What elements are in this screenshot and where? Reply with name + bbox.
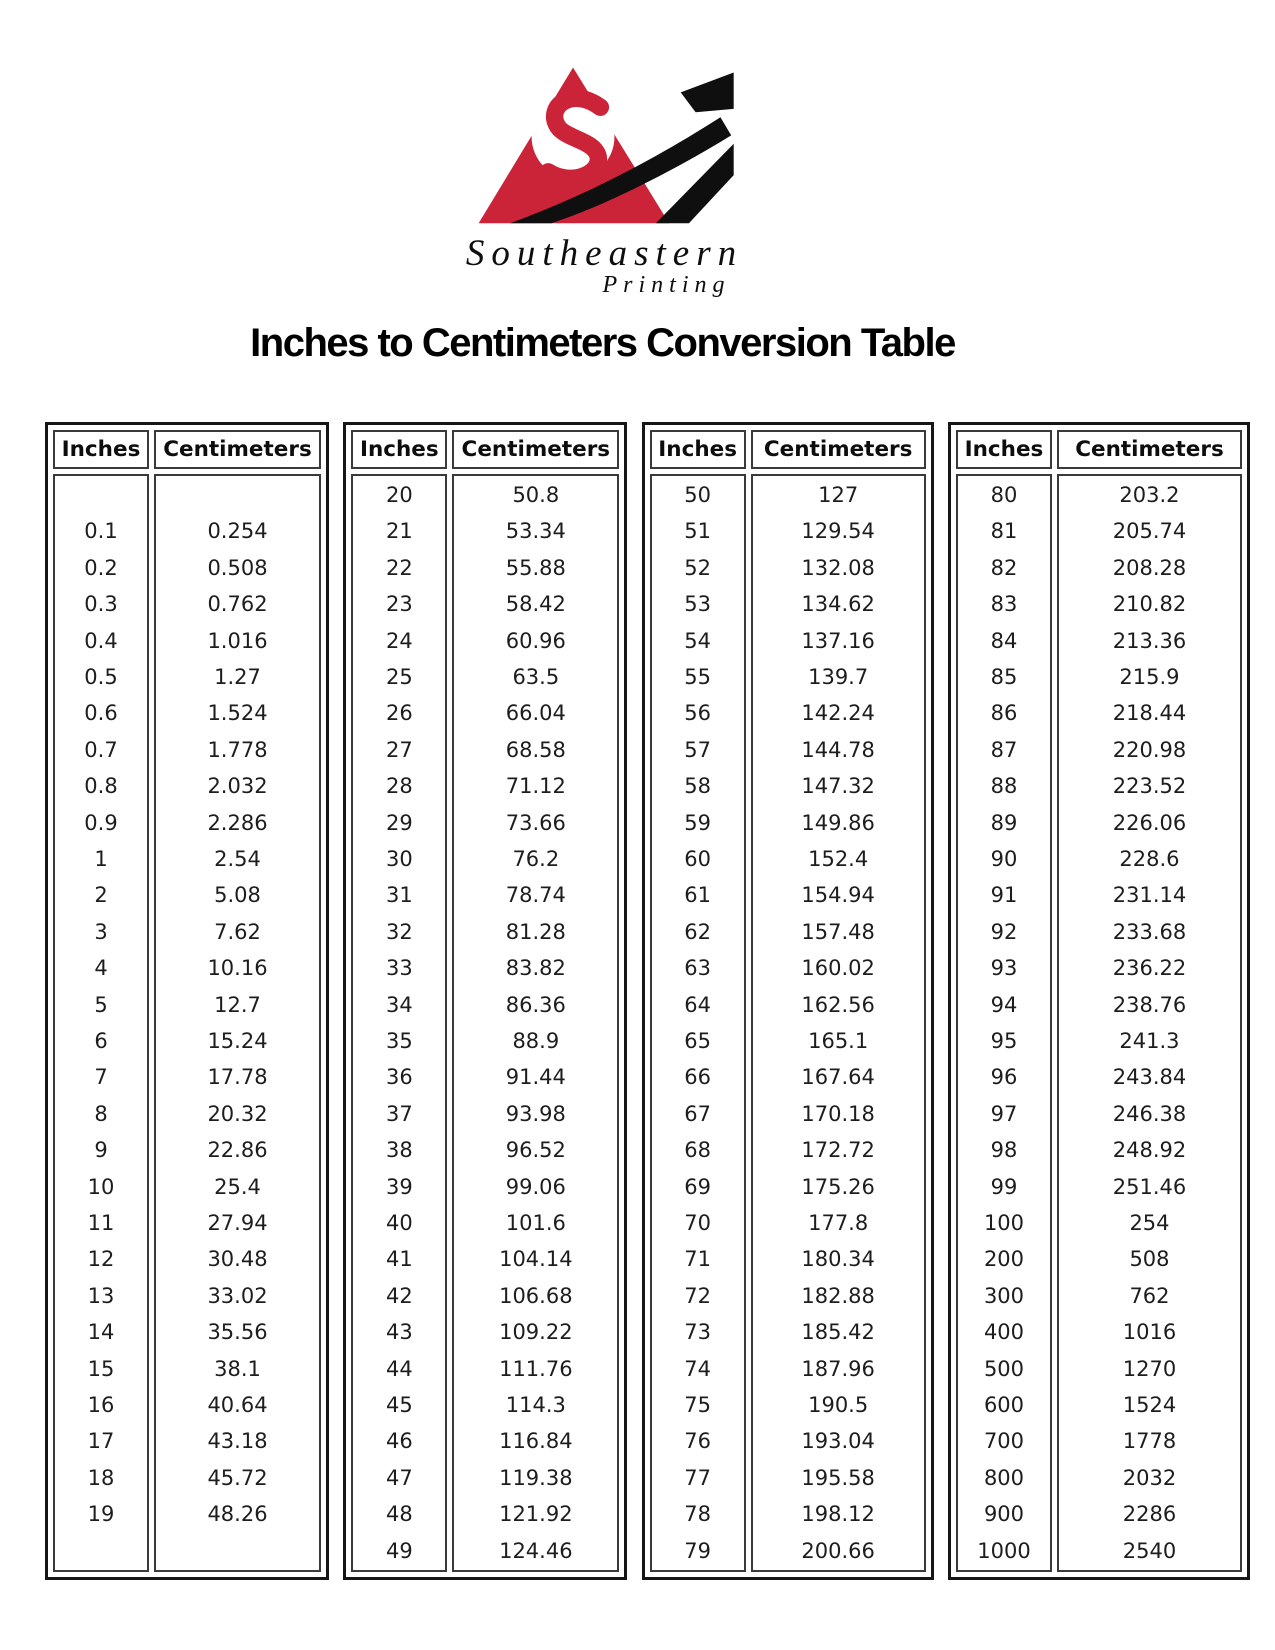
centimeters-value: 1.27 xyxy=(214,664,261,689)
centimeters-value: 50.8 xyxy=(512,482,560,507)
inches-value: 71 xyxy=(684,1247,712,1272)
centimeters-value: 149.86 xyxy=(801,810,875,835)
centimeters-value: 175.26 xyxy=(801,1174,875,1199)
inches-value: 92 xyxy=(990,919,1018,944)
centimeters-header: Centimeters xyxy=(154,430,321,469)
inches-value: 20 xyxy=(385,482,413,507)
centimeters-value: 762 xyxy=(1129,1283,1170,1308)
company-logo xyxy=(0,0,1242,299)
inches-value: 25 xyxy=(385,664,413,689)
inches-value: 42 xyxy=(385,1283,413,1308)
centimeters-value: 99.06 xyxy=(505,1174,566,1199)
centimeters-value: 132.08 xyxy=(801,555,875,580)
centimeters-value: 187.96 xyxy=(801,1356,875,1381)
inches-value: 0.1 xyxy=(84,519,118,544)
inches-value: 200 xyxy=(983,1247,1025,1272)
inches-value: 600 xyxy=(983,1393,1025,1418)
inches-value: 43 xyxy=(385,1320,413,1345)
centimeters-value: 71.12 xyxy=(505,774,566,799)
inches-value: 86 xyxy=(990,701,1018,726)
inches-value: 50 xyxy=(684,482,712,507)
inches-value: 76 xyxy=(684,1429,712,1454)
conversion-table-2 xyxy=(343,422,627,1580)
inches-value: 15 xyxy=(87,1356,115,1381)
inches-value: 23 xyxy=(385,592,413,617)
inches-value: 800 xyxy=(983,1465,1025,1490)
centimeters-value: 12.7 xyxy=(214,992,261,1017)
inches-value: 69 xyxy=(684,1174,712,1199)
inches-value: 33 xyxy=(385,956,413,981)
inches-value: 63 xyxy=(684,956,712,981)
inches-value: 17 xyxy=(87,1429,115,1454)
inches-value: 68 xyxy=(684,1138,712,1163)
centimeters-value: 121.92 xyxy=(499,1502,573,1527)
inches-value: 80 xyxy=(990,482,1018,507)
inches-value: 29 xyxy=(385,810,413,835)
inches-value: 9 xyxy=(94,1138,108,1163)
centimeters-value: 76.2 xyxy=(512,846,560,871)
centimeters-value: 25.4 xyxy=(214,1174,261,1199)
inches-value: 95 xyxy=(990,1029,1018,1053)
inches-value: 72 xyxy=(684,1283,712,1308)
inches-value: 61 xyxy=(684,883,712,908)
conversion-table-3 xyxy=(642,422,934,1580)
centimeters-value: 45.72 xyxy=(207,1465,268,1490)
inches-value: 65 xyxy=(684,1029,712,1053)
centimeters-value: 220.98 xyxy=(1112,737,1187,762)
centimeters-value: 91.44 xyxy=(505,1065,566,1090)
centimeters-value: 157.48 xyxy=(801,919,875,944)
inches-value: 40 xyxy=(385,1211,413,1236)
inches-value: 91 xyxy=(990,883,1018,908)
centimeters-value: 106.68 xyxy=(499,1283,573,1308)
centimeters-value: 68.58 xyxy=(505,737,566,762)
centimeters-value: 139.7 xyxy=(808,664,869,689)
inches-value: 75 xyxy=(684,1393,712,1418)
centimeters-value: 152.4 xyxy=(808,846,869,871)
inches-value: 4 xyxy=(94,956,108,981)
centimeters-value: 60.96 xyxy=(505,628,566,653)
centimeters-value: 144.78 xyxy=(801,737,875,762)
inches-value: 79 xyxy=(684,1538,712,1563)
inches-value: 27 xyxy=(385,737,413,762)
centimeters-value: 1270 xyxy=(1122,1356,1177,1381)
centimeters-value: 213.36 xyxy=(1112,628,1187,653)
inches-value: 16 xyxy=(87,1393,115,1418)
centimeters-value: 119.38 xyxy=(499,1465,573,1490)
inches-value: 38 xyxy=(385,1138,413,1163)
centimeters-value: 22.86 xyxy=(207,1138,268,1163)
inches-value: 8 xyxy=(94,1101,108,1126)
centimeters-value: 2.286 xyxy=(207,810,268,835)
inches-value: 19 xyxy=(87,1502,115,1527)
centimeters-value: 93.98 xyxy=(505,1101,566,1126)
inches-value: 98 xyxy=(990,1138,1018,1163)
centimeters-header: Centimeters xyxy=(452,430,619,469)
logo-icon xyxy=(472,62,737,232)
inches-value: 13 xyxy=(87,1283,115,1308)
centimeters-value: 165.1 xyxy=(808,1029,869,1053)
inches-column xyxy=(650,474,746,1572)
centimeters-value: 226.06 xyxy=(1112,810,1187,835)
inches-value: 12 xyxy=(87,1247,115,1272)
centimeters-value: 185.42 xyxy=(801,1320,875,1345)
centimeters-value: 208.28 xyxy=(1112,555,1187,580)
centimeters-value: 167.64 xyxy=(801,1065,875,1090)
centimeters-value: 111.76 xyxy=(499,1356,573,1381)
inches-value: 10 xyxy=(87,1174,115,1199)
centimeters-column xyxy=(751,474,926,1572)
inches-value: 7 xyxy=(94,1065,108,1090)
centimeters-value: 101.6 xyxy=(505,1211,566,1236)
centimeters-value: 86.36 xyxy=(505,992,566,1017)
inches-column xyxy=(53,474,149,1572)
centimeters-value: 193.04 xyxy=(801,1429,875,1454)
inches-value: 14 xyxy=(87,1320,115,1345)
inches-value: 47 xyxy=(385,1465,413,1490)
centimeters-value: 190.5 xyxy=(808,1393,869,1418)
logo-top-wedge xyxy=(681,72,734,112)
inches-value: 48 xyxy=(385,1502,413,1527)
centimeters-value: 20.32 xyxy=(207,1101,268,1126)
inches-value: 2 xyxy=(94,883,108,908)
inches-header: Inches xyxy=(53,430,149,469)
centimeters-value: 1524 xyxy=(1122,1393,1177,1418)
centimeters-value: 210.82 xyxy=(1112,592,1187,617)
inches-value: 39 xyxy=(385,1174,413,1199)
inches-value: 56 xyxy=(684,701,712,726)
centimeters-value: 180.34 xyxy=(801,1247,875,1272)
inches-value: 26 xyxy=(385,701,413,726)
page-title: Inches to Centimeters Conversion Table xyxy=(250,321,955,365)
centimeters-value: 116.84 xyxy=(499,1429,573,1454)
inches-value: 89 xyxy=(990,810,1018,835)
centimeters-column xyxy=(1057,474,1242,1572)
conversion-table-1 xyxy=(45,422,329,1580)
inches-value: 70 xyxy=(684,1211,712,1236)
centimeters-value: 2286 xyxy=(1122,1502,1177,1527)
centimeters-value: 162.56 xyxy=(801,992,875,1017)
centimeters-value: 0.508 xyxy=(207,555,268,580)
inches-value: 88 xyxy=(990,774,1018,799)
centimeters-value: 182.88 xyxy=(801,1283,875,1308)
inches-value: 97 xyxy=(990,1101,1018,1126)
inches-value: 100 xyxy=(983,1211,1025,1236)
centimeters-column xyxy=(452,474,619,1572)
inches-value: 700 xyxy=(983,1429,1025,1454)
centimeters-value: 200.66 xyxy=(801,1538,875,1563)
centimeters-value: 40.64 xyxy=(207,1393,268,1418)
inches-value: 78 xyxy=(684,1502,712,1527)
centimeters-value: 243.84 xyxy=(1112,1065,1187,1090)
inches-value: 0.2 xyxy=(84,555,118,580)
inches-value: 31 xyxy=(385,883,413,908)
inches-value: 18 xyxy=(87,1465,115,1490)
centimeters-value: 228.6 xyxy=(1119,846,1180,871)
centimeters-value: 66.04 xyxy=(505,701,566,726)
centimeters-value: 43.18 xyxy=(207,1429,268,1454)
centimeters-value: 246.38 xyxy=(1112,1101,1187,1126)
centimeters-value: 38.1 xyxy=(214,1356,261,1381)
centimeters-value: 137.16 xyxy=(801,628,875,653)
centimeters-value: 78.74 xyxy=(505,883,566,908)
inches-value: 6 xyxy=(94,1029,108,1053)
inches-value: 400 xyxy=(983,1320,1025,1345)
centimeters-value: 48.26 xyxy=(207,1502,268,1527)
inches-value: 1000 xyxy=(977,1538,1031,1563)
centimeters-value: 109.22 xyxy=(499,1320,573,1345)
inches-value: 0.9 xyxy=(84,810,118,835)
inches-value: 81 xyxy=(990,519,1018,544)
inches-value: 3 xyxy=(94,919,108,944)
centimeters-value: 1.016 xyxy=(207,628,268,653)
centimeters-value: 81.28 xyxy=(505,919,566,944)
centimeters-value: 172.72 xyxy=(801,1138,875,1163)
centimeters-value: 223.52 xyxy=(1112,774,1187,799)
centimeters-value: 73.66 xyxy=(505,810,566,835)
conversion-tables xyxy=(45,422,1250,1580)
centimeters-value: 1016 xyxy=(1122,1320,1177,1345)
inches-value: 90 xyxy=(990,846,1018,871)
centimeters-value: 55.88 xyxy=(505,555,566,580)
inches-value: 41 xyxy=(385,1247,413,1272)
inches-value: 74 xyxy=(684,1356,712,1381)
inches-value: 59 xyxy=(684,810,712,835)
centimeters-value: 233.68 xyxy=(1112,919,1187,944)
inches-value: 94 xyxy=(990,992,1018,1017)
inches-value: 0.3 xyxy=(84,592,118,617)
inches-value: 32 xyxy=(385,919,413,944)
inches-value: 84 xyxy=(990,628,1018,653)
inches-value: 55 xyxy=(684,664,712,689)
inches-value: 77 xyxy=(684,1465,712,1490)
inches-value: 51 xyxy=(684,519,712,544)
inches-value: 1 xyxy=(94,846,108,871)
centimeters-value: 15.24 xyxy=(207,1029,268,1053)
inches-value: 24 xyxy=(385,628,413,653)
centimeters-value: 142.24 xyxy=(801,701,875,726)
centimeters-value: 2.032 xyxy=(207,774,268,799)
inches-value: 21 xyxy=(385,519,413,544)
centimeters-value: 0.762 xyxy=(207,592,268,617)
inches-value: 0.6 xyxy=(84,701,118,726)
centimeters-value: 248.92 xyxy=(1112,1138,1187,1163)
centimeters-value: 154.94 xyxy=(801,883,875,908)
centimeters-value: 35.56 xyxy=(207,1320,268,1345)
centimeters-value: 63.5 xyxy=(512,664,560,689)
centimeters-value: 160.02 xyxy=(801,956,875,981)
centimeters-value: 7.62 xyxy=(214,919,261,944)
inches-value: 46 xyxy=(385,1429,413,1454)
inches-value: 57 xyxy=(684,737,712,762)
inches-value: 66 xyxy=(684,1065,712,1090)
centimeters-value: 134.62 xyxy=(801,592,875,617)
inches-value: 62 xyxy=(684,919,712,944)
centimeters-value: 236.22 xyxy=(1112,956,1187,981)
centimeters-value: 170.18 xyxy=(801,1101,875,1126)
inches-value: 85 xyxy=(990,664,1018,689)
centimeters-value: 215.9 xyxy=(1119,664,1180,689)
inches-value: 5 xyxy=(94,992,108,1017)
centimeters-value: 254 xyxy=(1129,1211,1170,1236)
inches-value: 300 xyxy=(983,1283,1025,1308)
inches-value: 44 xyxy=(385,1356,413,1381)
centimeters-value: 2540 xyxy=(1122,1538,1177,1563)
inches-value: 49 xyxy=(385,1538,413,1563)
centimeters-value: 1.778 xyxy=(207,737,268,762)
inches-header: Inches xyxy=(351,430,447,469)
centimeters-value: 231.14 xyxy=(1112,883,1187,908)
inches-value: 45 xyxy=(385,1393,413,1418)
centimeters-value: 104.14 xyxy=(499,1247,573,1272)
inches-value: 54 xyxy=(684,628,712,653)
centimeters-value: 124.46 xyxy=(499,1538,573,1563)
inches-value: 500 xyxy=(983,1356,1025,1381)
centimeters-value: 88.9 xyxy=(512,1029,560,1053)
centimeters-value: 0.254 xyxy=(207,519,268,544)
centimeters-column xyxy=(154,474,321,1572)
centimeters-value: 238.76 xyxy=(1112,992,1187,1017)
centimeters-value: 10.16 xyxy=(207,956,268,981)
inches-value: 73 xyxy=(684,1320,712,1345)
centimeters-value: 147.32 xyxy=(801,774,875,799)
inches-column xyxy=(956,474,1052,1572)
centimeters-value: 127 xyxy=(818,482,859,507)
inches-value: 0.4 xyxy=(84,628,118,653)
inches-value: 67 xyxy=(684,1101,712,1126)
inches-value: 52 xyxy=(684,555,712,580)
centimeters-value: 53.34 xyxy=(505,519,566,544)
inches-header: Inches xyxy=(956,430,1052,469)
centimeters-value: 508 xyxy=(1129,1247,1170,1272)
centimeters-value: 58.42 xyxy=(505,592,566,617)
inches-value: 0.7 xyxy=(84,737,118,762)
inches-value: 30 xyxy=(385,846,413,871)
logo-division-name: Printing xyxy=(602,272,731,298)
inches-value: 28 xyxy=(385,774,413,799)
inches-value: 22 xyxy=(385,555,413,580)
inches-value: 37 xyxy=(385,1101,413,1126)
centimeters-value: 241.3 xyxy=(1119,1029,1180,1053)
centimeters-value: 1.524 xyxy=(207,701,268,726)
centimeters-value: 129.54 xyxy=(801,519,875,544)
centimeters-value: 1778 xyxy=(1122,1429,1177,1454)
inches-header: Inches xyxy=(650,430,746,469)
inches-value: 11 xyxy=(87,1211,115,1236)
inches-value: 34 xyxy=(385,992,413,1017)
centimeters-value: 114.3 xyxy=(505,1393,566,1418)
centimeters-header: Centimeters xyxy=(1057,430,1242,469)
centimeters-value: 33.02 xyxy=(207,1283,268,1308)
centimeters-value: 30.48 xyxy=(207,1247,268,1272)
centimeters-value: 195.58 xyxy=(801,1465,875,1490)
centimeters-value: 5.08 xyxy=(214,883,261,908)
centimeters-value: 198.12 xyxy=(801,1502,875,1527)
centimeters-value: 251.46 xyxy=(1112,1174,1187,1199)
inches-value: 87 xyxy=(990,737,1018,762)
inches-value: 35 xyxy=(385,1029,413,1053)
inches-value: 58 xyxy=(684,774,712,799)
inches-value: 64 xyxy=(684,992,712,1017)
inches-value: 0.5 xyxy=(84,664,118,689)
inches-value: 0.8 xyxy=(84,774,118,799)
inches-value: 53 xyxy=(684,592,712,617)
conversion-table-4 xyxy=(948,422,1250,1580)
inches-value: 99 xyxy=(990,1174,1018,1199)
inches-column xyxy=(351,474,447,1572)
centimeters-value: 203.2 xyxy=(1119,482,1180,507)
inches-value: 83 xyxy=(990,592,1018,617)
inches-value: 82 xyxy=(990,555,1018,580)
centimeters-value: 205.74 xyxy=(1112,519,1187,544)
centimeters-value: 17.78 xyxy=(207,1065,268,1090)
centimeters-value: 218.44 xyxy=(1112,701,1187,726)
centimeters-header: Centimeters xyxy=(751,430,926,469)
inches-value: 900 xyxy=(983,1502,1025,1527)
centimeters-value: 83.82 xyxy=(505,956,566,981)
centimeters-value: 27.94 xyxy=(207,1211,268,1236)
inches-value: 93 xyxy=(990,956,1018,981)
centimeters-value: 2.54 xyxy=(214,846,261,871)
centimeters-value: 2032 xyxy=(1122,1465,1177,1490)
centimeters-value: 96.52 xyxy=(505,1138,566,1163)
inches-value: 96 xyxy=(990,1065,1018,1090)
logo-company-name: Southeastern xyxy=(465,233,744,274)
centimeters-value: 177.8 xyxy=(808,1211,869,1236)
inches-value: 36 xyxy=(385,1065,413,1090)
inches-value: 60 xyxy=(684,846,712,871)
